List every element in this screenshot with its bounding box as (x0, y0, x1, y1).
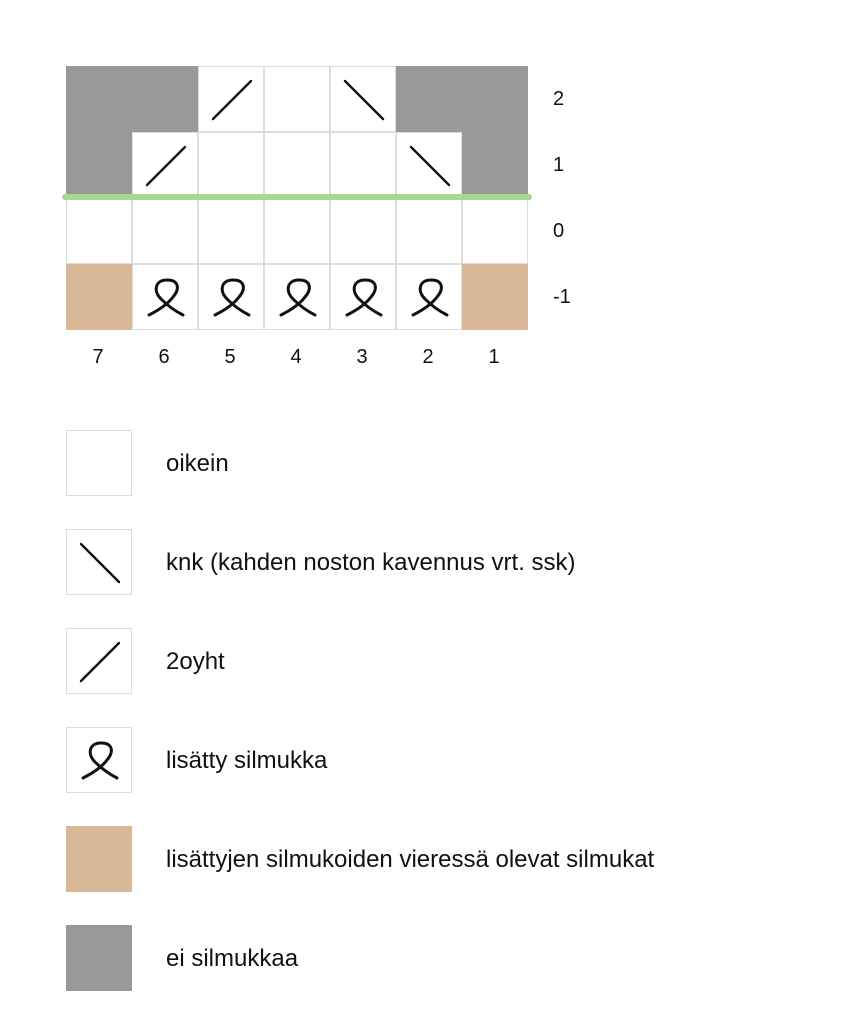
legend-label: lisättyjen silmukoiden vieressä olevat silmukat (166, 846, 655, 873)
chart-cell-no-stitch (66, 66, 132, 132)
row-number-label: 2 (553, 88, 565, 110)
chart-cell-knit (330, 198, 396, 264)
chart-cell-make-one (198, 264, 264, 330)
chart-cell-knit (264, 198, 330, 264)
legend-item-ssk (66, 529, 846, 597)
legend-label: 2oyht (166, 648, 225, 675)
legend-swatch (66, 628, 132, 694)
chart-cell-make-one (132, 264, 198, 330)
chart-cell-no-stitch (462, 132, 528, 198)
chart-cell-knit (396, 198, 462, 264)
slash-k2tog-icon (133, 133, 199, 199)
chart-cell-knit (264, 132, 330, 198)
loop-make-one-icon (331, 265, 397, 331)
legend-swatch (66, 529, 132, 595)
backslash-ssk-icon (397, 133, 463, 199)
chart-cell-knit (264, 66, 330, 132)
legend-item-adjacent (66, 826, 846, 894)
loop-make-one-icon (265, 265, 331, 331)
legend-label: oikein (166, 450, 229, 477)
column-number-label: 3 (356, 346, 368, 368)
chart-cell-knit (330, 132, 396, 198)
legend-swatch (66, 826, 132, 892)
legend-label: lisätty silmukka (166, 747, 328, 774)
column-number-label: 4 (290, 346, 302, 368)
chart-cell-no-stitch (132, 66, 198, 132)
legend-item-make-one (66, 727, 846, 795)
row-number-label: 1 (553, 154, 565, 176)
backslash-ssk-icon (67, 530, 133, 596)
slash-k2tog-icon (67, 629, 133, 695)
chart-cell-no-stitch (66, 132, 132, 198)
loop-make-one-icon (133, 265, 199, 331)
legend-item-k2tog (66, 628, 846, 696)
row-separator-line (62, 194, 532, 200)
chart-cell-knit (132, 198, 198, 264)
slash-k2tog-icon (199, 67, 265, 133)
loop-make-one-icon (397, 265, 463, 331)
chart-cell-knit (462, 198, 528, 264)
legend-item-no-stitch (66, 925, 846, 993)
column-number-label: 7 (92, 346, 104, 368)
loop-make-one-icon (67, 728, 133, 794)
legend-item-knit (66, 430, 846, 498)
legend-label: ei silmukkaa (166, 945, 299, 972)
chart-cell-make-one (264, 264, 330, 330)
legend-swatch (66, 925, 132, 991)
column-number-label: 6 (158, 346, 170, 368)
column-number-label: 1 (488, 346, 500, 368)
row-number-label: -1 (553, 286, 571, 308)
chart-cell-adjacent (66, 264, 132, 330)
chart-cell-ssk (396, 132, 462, 198)
chart-cell-adjacent (462, 264, 528, 330)
loop-make-one-icon (199, 265, 265, 331)
chart-cell-ssk (330, 66, 396, 132)
chart-cell-make-one (330, 264, 396, 330)
column-number-label: 5 (224, 346, 236, 368)
legend-swatch (66, 430, 132, 496)
chart-cell-no-stitch (396, 66, 462, 132)
legend-label: knk (kahden noston kavennus vrt. ssk) (166, 549, 576, 576)
chart-cell-k2tog (132, 132, 198, 198)
chart-cell-knit (66, 198, 132, 264)
chart-cell-make-one (396, 264, 462, 330)
chart-cell-knit (198, 132, 264, 198)
legend-swatch (66, 727, 132, 793)
chart-cell-no-stitch (462, 66, 528, 132)
chart-cell-k2tog (198, 66, 264, 132)
backslash-ssk-icon (331, 67, 397, 133)
row-number-label: 0 (553, 220, 565, 242)
column-number-label: 2 (422, 346, 434, 368)
chart-cell-knit (198, 198, 264, 264)
